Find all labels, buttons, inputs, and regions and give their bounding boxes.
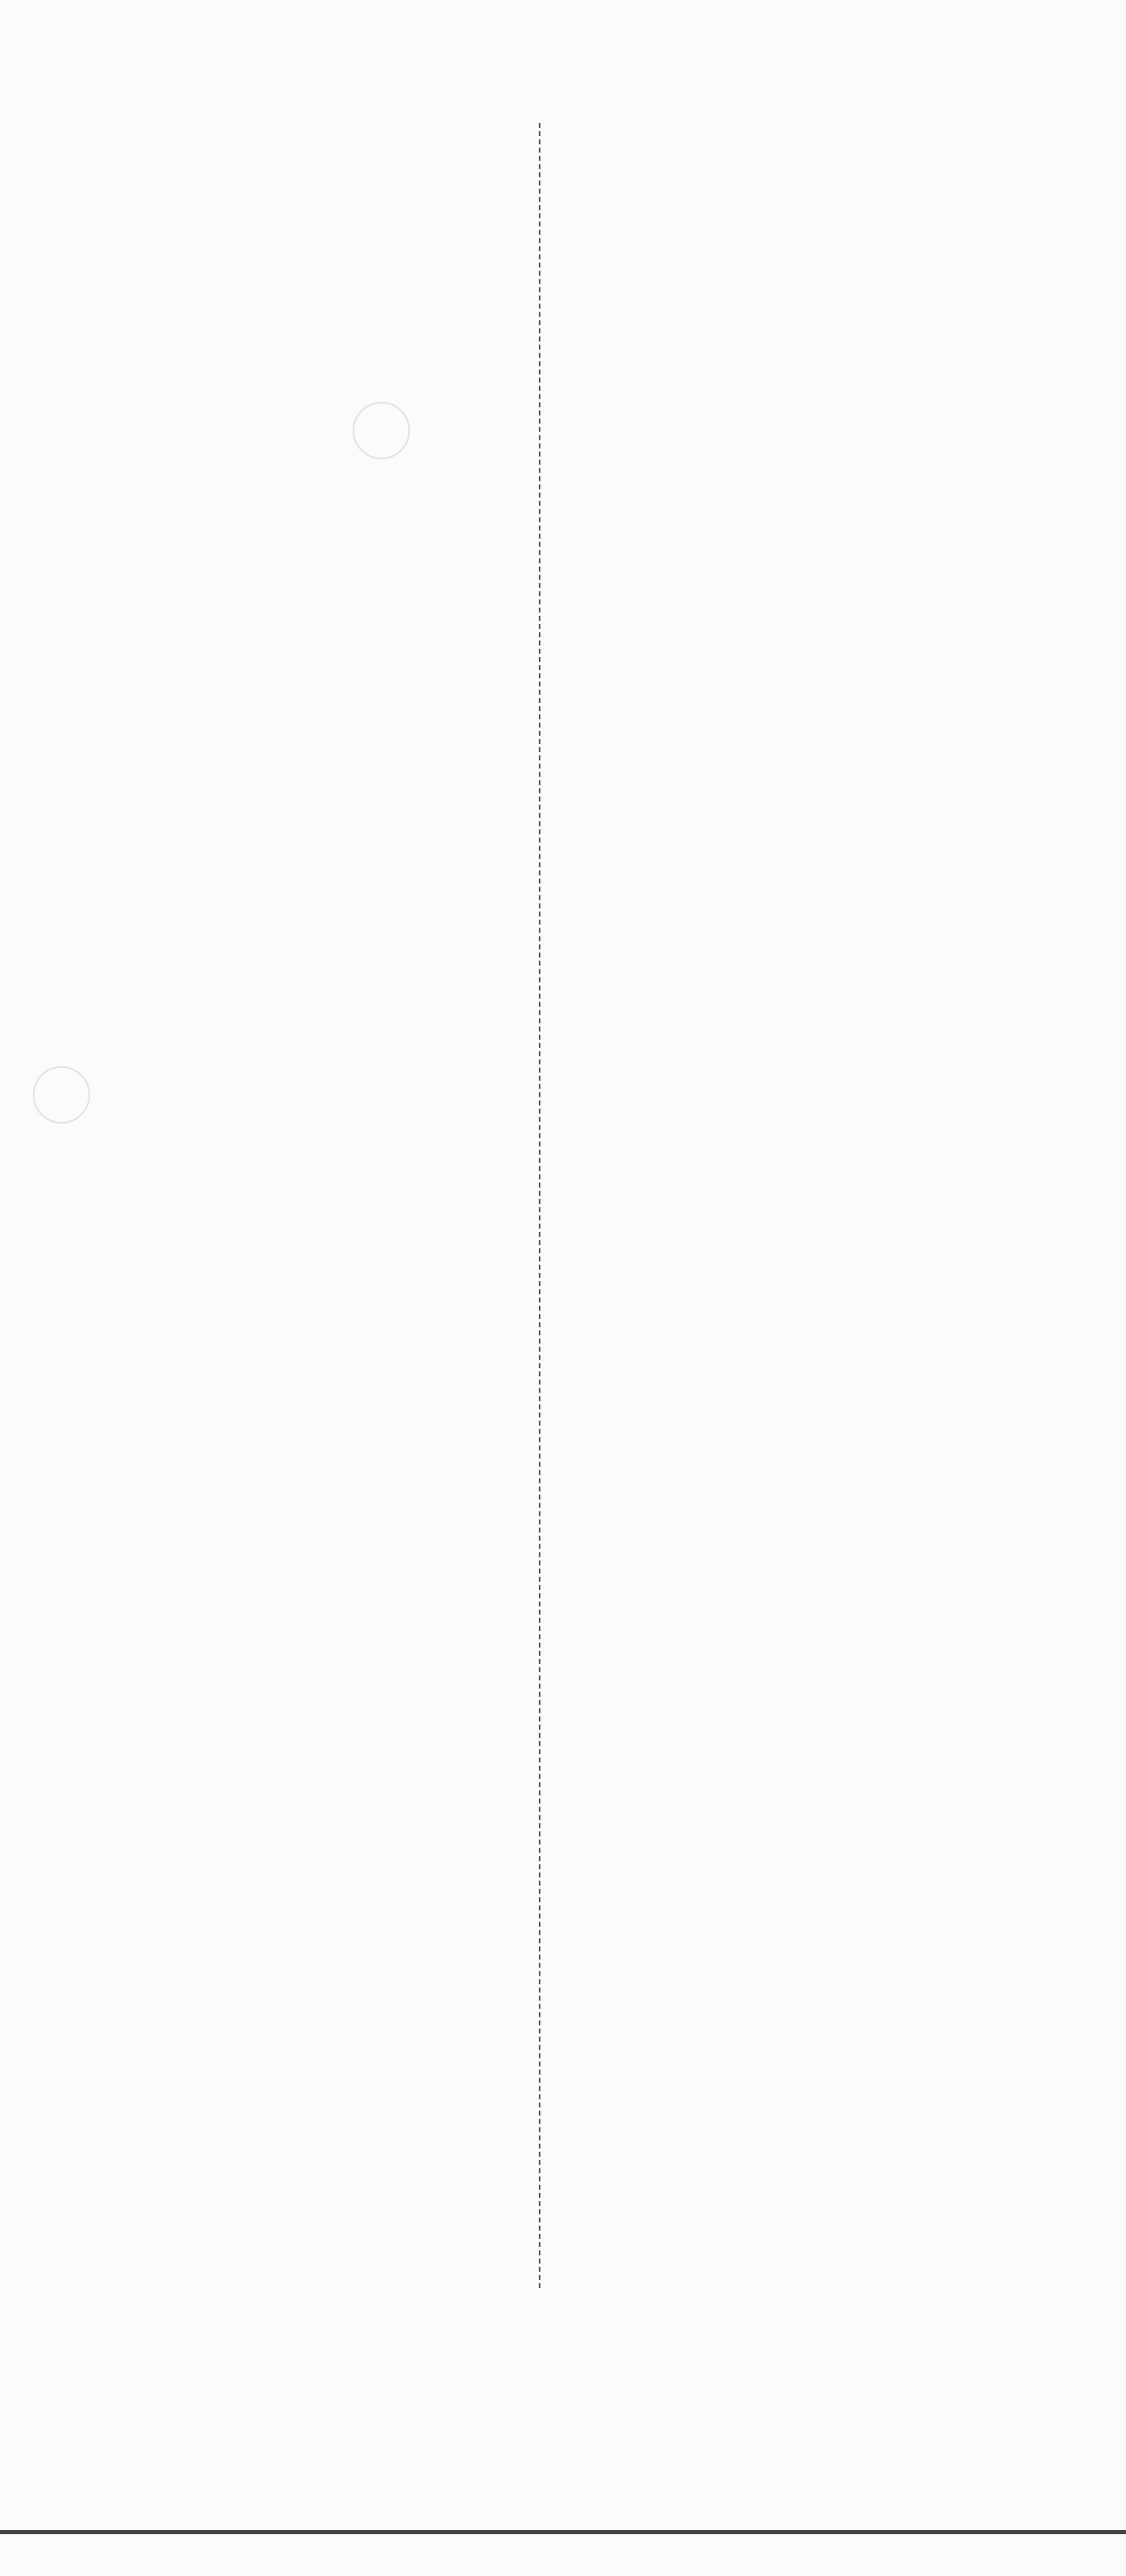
watermark-stamp [33, 1066, 90, 1124]
column-divider [539, 123, 540, 2288]
bottom-rule [0, 2530, 1126, 2534]
right-column [548, 120, 1046, 136]
watermark-stamp [353, 402, 410, 459]
